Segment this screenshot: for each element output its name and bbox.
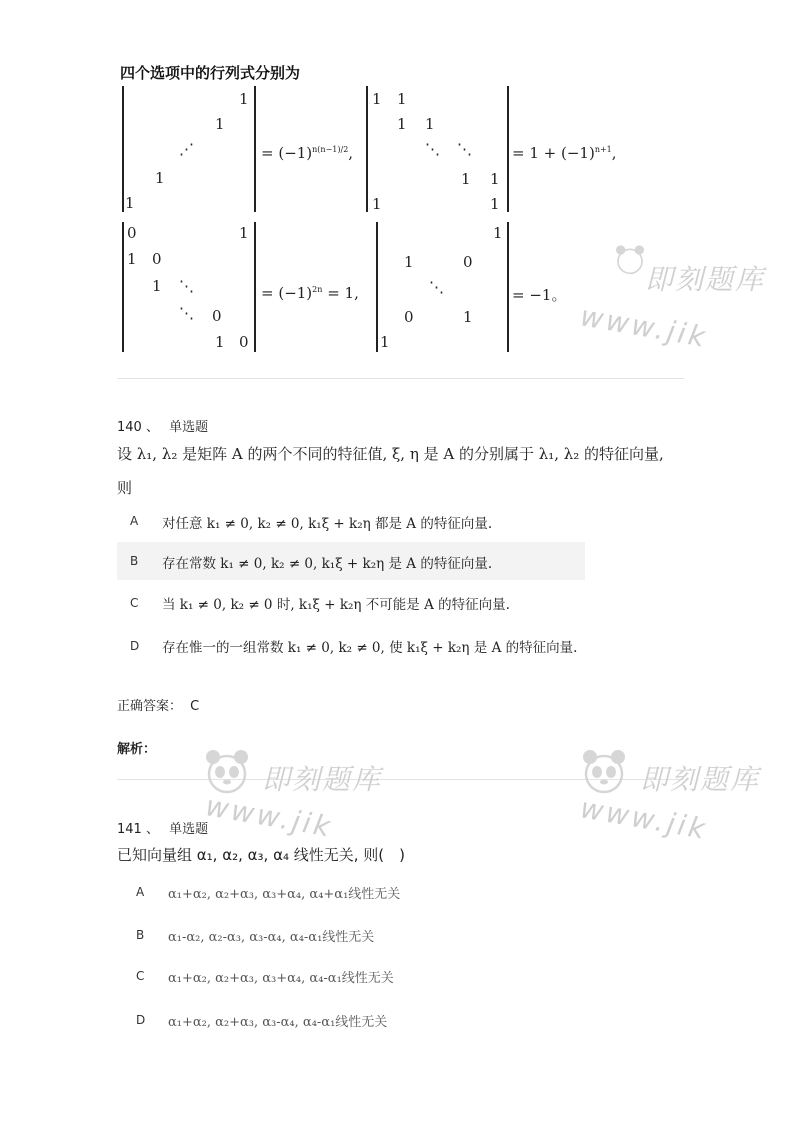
det4-right-bar <box>507 222 509 352</box>
det2-entry: 1 <box>372 90 382 108</box>
question-140-stem: 设 λ₁, λ₂ 是矩阵 A 的两个不同的特征值, ξ, η 是 A 的分别属于 λ₁, λ₂ 的特征向量, <box>117 445 664 463</box>
option-c[interactable] <box>117 590 587 616</box>
panda-watermark-icon <box>612 242 648 278</box>
option-letter: C <box>130 596 139 610</box>
det2-entry: 1 <box>490 195 500 213</box>
option-text: α₁+α₂, α₂+α₃, α₃-α₄, α₄-α₁线性无关 <box>168 1015 388 1030</box>
det1-entry: 1 <box>155 169 165 187</box>
option-text: α₁+α₂, α₂+α₃, α₃+α₄, α₄-α₁线性无关 <box>168 971 394 986</box>
det3-entry: 1 <box>127 250 137 268</box>
option-letter: D <box>130 639 140 653</box>
det4-equation <box>512 284 566 305</box>
option-letter: B <box>130 554 139 568</box>
det3-entry: 0 <box>239 333 249 351</box>
option-a[interactable] <box>117 509 587 535</box>
question-number: 141 、 <box>117 822 159 837</box>
det3-tail: = 1, <box>327 284 359 302</box>
watermark-url: www.jik <box>577 299 711 355</box>
det3-left-bar <box>122 222 124 352</box>
det2-entry: 1 <box>461 170 471 188</box>
det1-equation: = $(-1)^{n(n-1)/2}$, <box>261 144 354 162</box>
option-d[interactable] <box>130 1010 550 1032</box>
det1-ellipsis: ⋰ <box>179 140 194 158</box>
analysis-label: 解析： <box>117 742 157 757</box>
det1-result: = (−1) <box>261 144 313 162</box>
correct-answer <box>117 695 199 714</box>
det4-entry: 0 <box>463 253 473 271</box>
det3-entry: 1 <box>152 277 162 295</box>
question-140-header <box>117 416 208 435</box>
det2-exponent: n+1 <box>594 145 612 154</box>
option-letter: B <box>136 928 145 942</box>
answer-label: 正确答案： <box>117 699 183 714</box>
watermark-url: www.jik <box>203 789 336 844</box>
det2-ellipsis: ⋱ <box>425 140 440 158</box>
det1-exponent: n(n−1)/2 <box>312 145 349 154</box>
question-140-stem-cont: 则 <box>117 479 133 497</box>
det3-entry: 0 <box>127 224 137 242</box>
option-text: 存在惟一的一组常数 k₁ ≠ 0, k₂ ≠ 0, 使 k₁ξ + k₂η 是 A 的特征向量. <box>162 640 578 656</box>
det2-entry: 1 <box>372 195 382 213</box>
option-c[interactable] <box>130 966 550 988</box>
question-type: 单选题 <box>169 822 209 837</box>
option-d[interactable] <box>117 633 597 659</box>
det2-equation: = $1 + (-1)^{n+1}$, <box>512 144 617 162</box>
option-text: α₁+α₂, α₂+α₃, α₃+α₄, α₄+α₁线性无关 <box>168 887 401 902</box>
option-text: 当 k₁ ≠ 0, k₂ ≠ 0 时, k₁ξ + k₂η 不可能是 A 的特征向量. <box>162 597 510 613</box>
answer-value: C <box>190 699 200 714</box>
question-number: 140 、 <box>117 420 159 435</box>
det1-entry: 1 <box>239 90 249 108</box>
det4-ellipsis: ⋱ <box>429 278 444 296</box>
question-type: 单选题 <box>169 420 209 435</box>
det3-result: = (−1) <box>261 284 313 302</box>
option-a[interactable] <box>130 882 550 904</box>
det3-ellipsis: ⋱ <box>179 304 194 322</box>
det3-exponent: 2n <box>312 285 323 294</box>
det4-result: = −1。 <box>512 286 567 304</box>
divider <box>117 378 684 379</box>
det4-entry: 1 <box>493 224 503 242</box>
det4-entry: 1 <box>404 253 414 271</box>
det4-entry: 1 <box>380 333 390 351</box>
det2-right-bar <box>507 86 509 212</box>
option-b[interactable] <box>130 925 550 947</box>
det3-equation <box>261 284 359 302</box>
det2-left-bar <box>366 86 368 212</box>
option-letter: A <box>136 885 145 899</box>
det3-ellipsis: ⋱ <box>179 277 194 295</box>
determinant-intro-title: 四个选项中的行列式分别为 <box>120 64 301 82</box>
option-text: 对任意 k₁ ≠ 0, k₂ ≠ 0, k₁ξ + k₂η 都是 A 的特征向量. <box>162 516 493 532</box>
question-141-stem: 已知向量组 α₁, α₂, α₃, α₄ 线性无关, 则( ) <box>117 846 405 864</box>
det2-ellipsis: ⋱ <box>457 140 472 158</box>
det3-entry: 0 <box>212 307 222 325</box>
det2-entry: 1 <box>490 170 500 188</box>
question-141-header <box>117 818 208 837</box>
option-letter: C <box>136 969 145 983</box>
option-letter: D <box>136 1013 146 1027</box>
det4-entry: 0 <box>404 308 414 326</box>
det1-entry: 1 <box>215 115 225 133</box>
det4-left-bar <box>376 222 378 352</box>
det3-entry: 1 <box>239 224 249 242</box>
det2-entry: 1 <box>397 115 407 133</box>
det2-entry: 1 <box>425 115 435 133</box>
det3-entry: 1 <box>215 333 225 351</box>
det3-entry: 0 <box>152 250 162 268</box>
det2-entry: 1 <box>397 90 407 108</box>
watermark-brand: 即刻题库 <box>262 763 383 796</box>
det4-entry: 1 <box>463 308 473 326</box>
watermark-brand: 即刻题库 <box>640 763 761 796</box>
det3-right-bar <box>254 222 256 352</box>
option-b[interactable] <box>117 549 587 575</box>
determinant-figure <box>117 62 637 357</box>
det1-right-bar <box>254 86 256 212</box>
det1-entry: 1 <box>125 194 135 212</box>
option-text: 存在常数 k₁ ≠ 0, k₂ ≠ 0, k₁ξ + k₂η 是 A 的特征向量. <box>162 556 493 572</box>
option-text: α₁-α₂, α₂-α₃, α₃-α₄, α₄-α₁线性无关 <box>168 930 375 945</box>
det1-left-bar <box>122 86 124 212</box>
det2-result: = 1 + (−1) <box>512 144 595 162</box>
option-letter: A <box>130 514 139 528</box>
watermark-url: www.jik <box>577 791 711 847</box>
watermark-brand: 即刻题库 <box>645 263 766 296</box>
